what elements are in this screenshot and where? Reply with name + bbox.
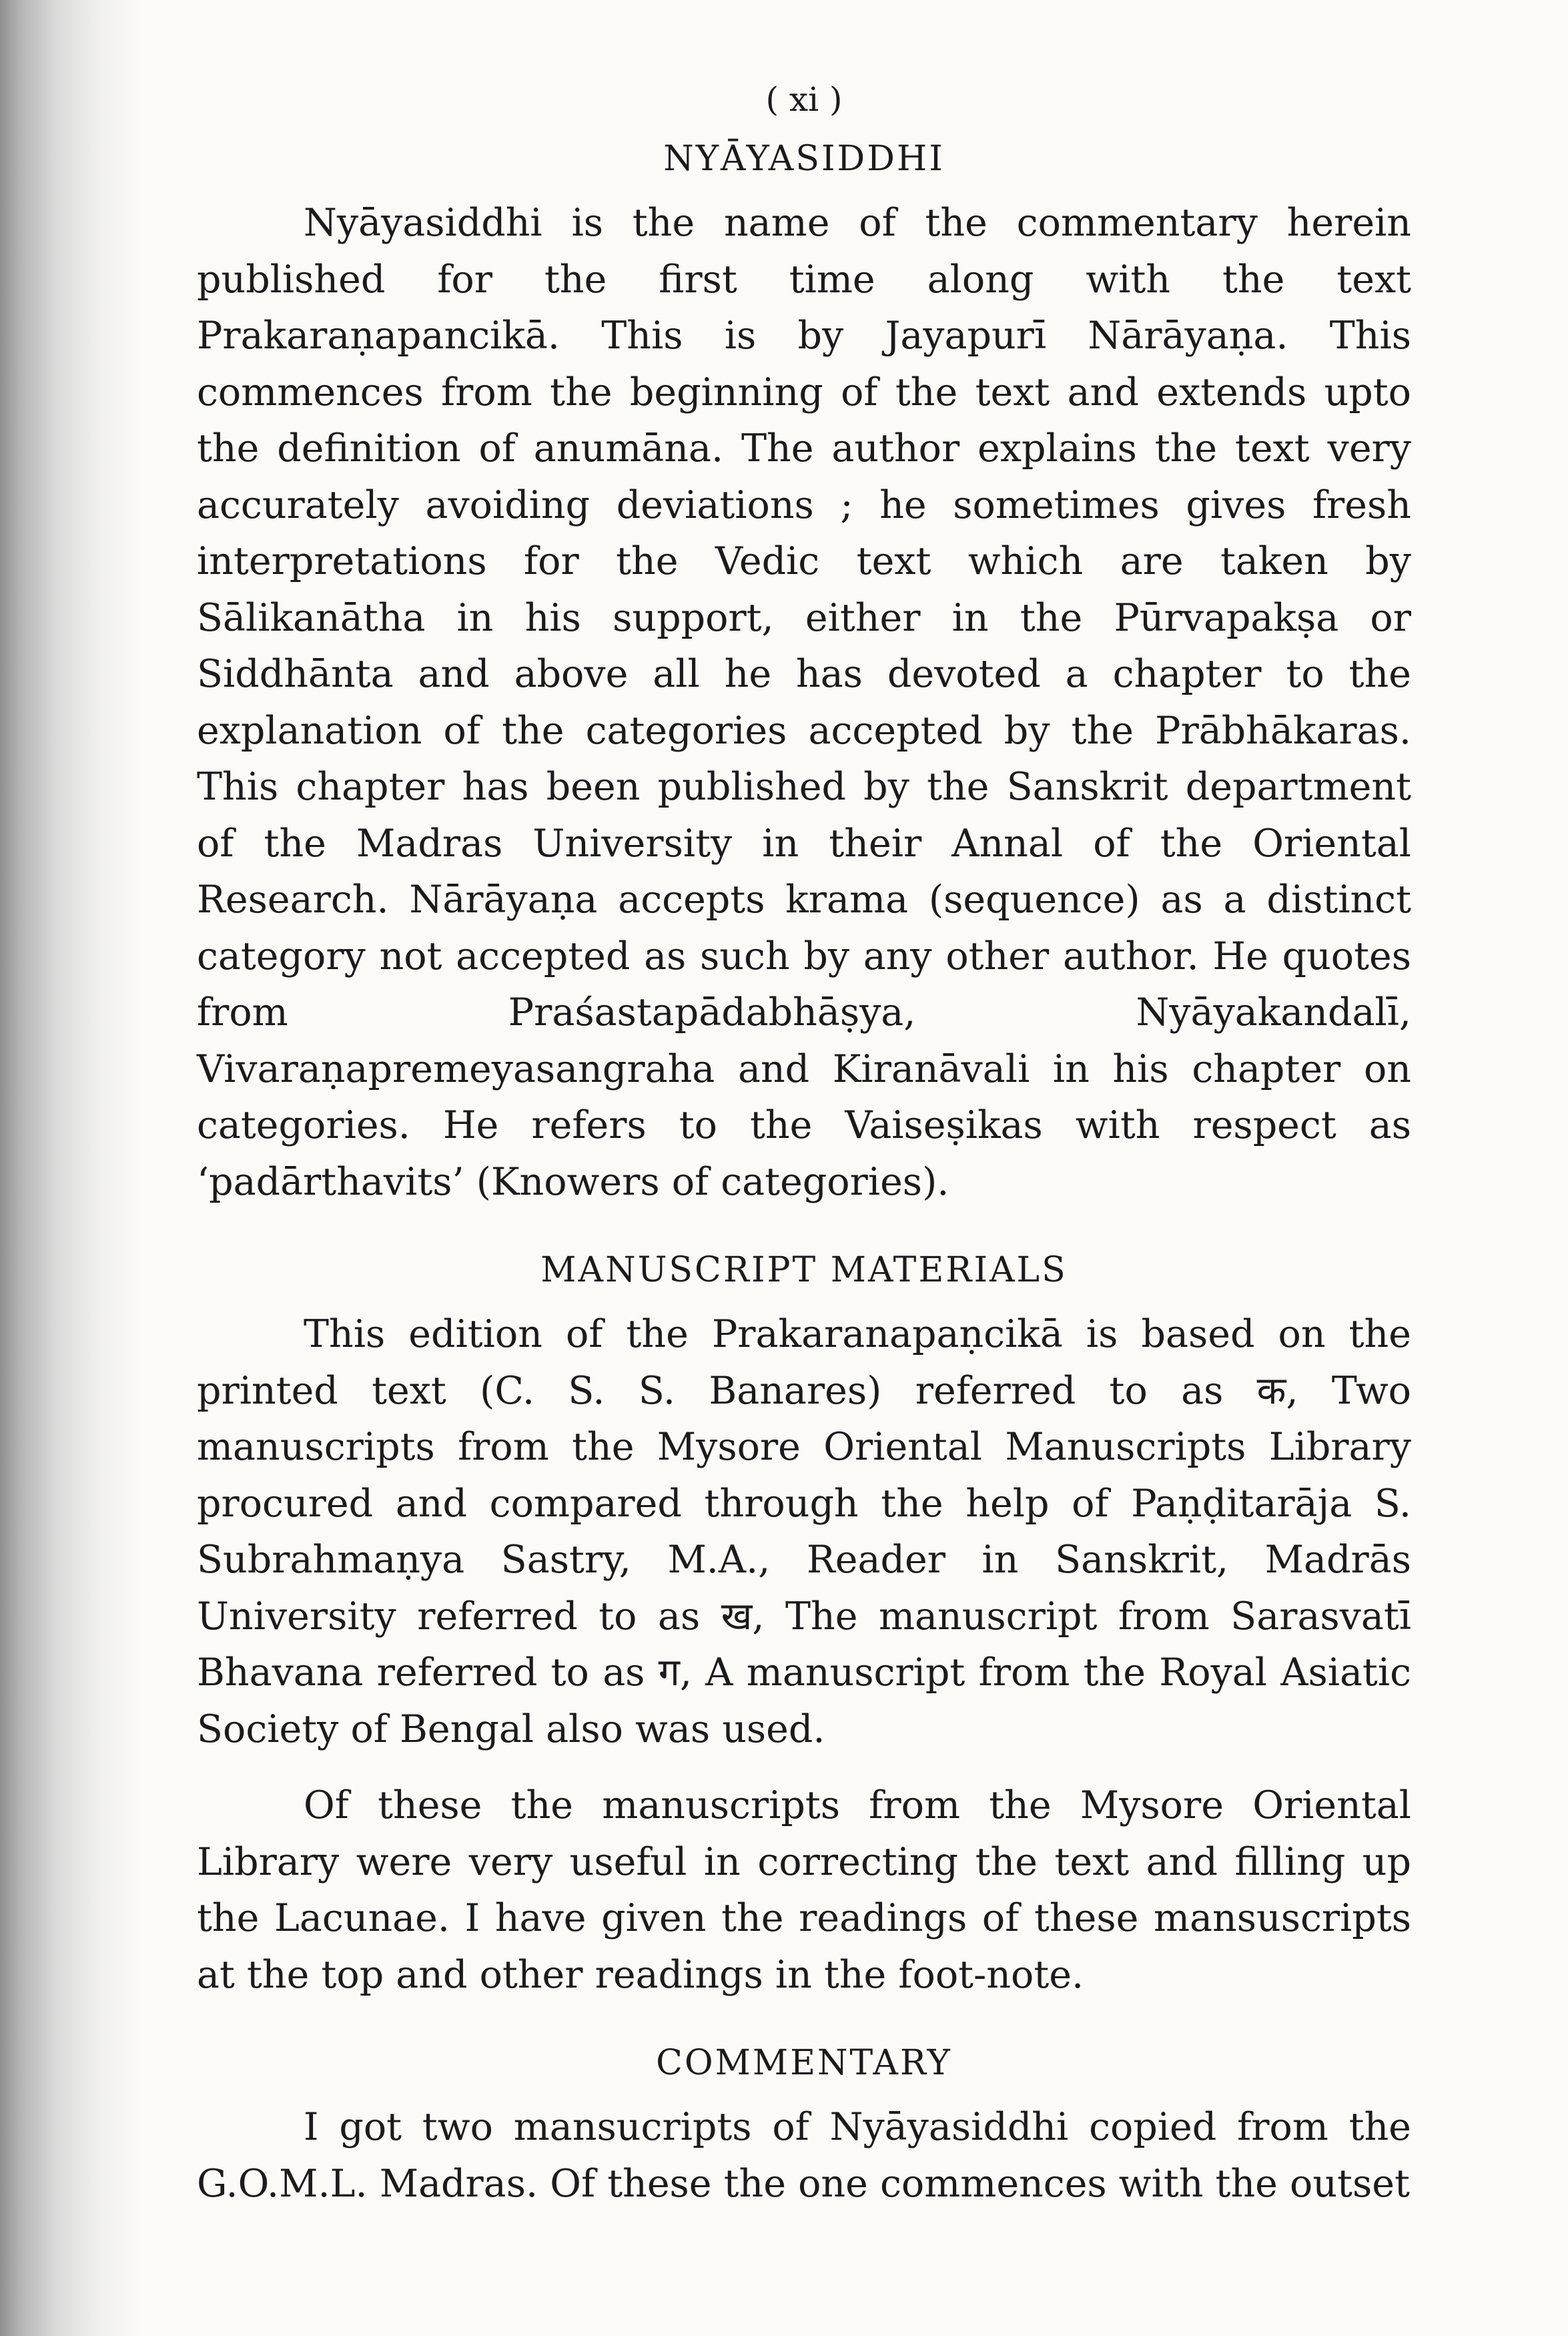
paragraph: Of these the manuscripts from the Mysore Oriental Library were very useful in correcting the text and filling up the Lacunae. I have given the readings of these mansuscripts at the top and other readings in the foot-note. xyxy=(197,1783,1411,1997)
section-heading: COMMENTARY xyxy=(656,2043,952,2083)
scan-shadow-edge xyxy=(0,0,140,2336)
paragraph: I got two mansucripts of Nyāyasiddhi copied from the G.O.M.L. Madras. Of these the one commences with the outset xyxy=(197,2105,1411,2206)
section-manuscript-materials xyxy=(197,1250,1411,2003)
book-page xyxy=(197,80,1411,2212)
section-commentary xyxy=(197,2043,1411,2212)
section-nyayasiddhi xyxy=(197,139,1411,1210)
section-heading: MANUSCRIPT MATERIALS xyxy=(540,1250,1068,1290)
section-heading: NYĀYASIDDHI xyxy=(663,139,945,179)
paragraph: This edition of the Prakaranapaṇcikā is based on the printed text (C. S. S. Banares) referred to as क, Two manuscripts from the Mysore Oriental Manuscripts Library procured and compared through the help of Paṇḍitarāja S. Subrahmaṇya Sastry, M.A., Reader in Sanskrit, Madrās University referred to as ख, The manuscript from Sarasvatī Bhavana referred to as ग, A manuscript from the Royal Asiatic Society of Bengal also was used. xyxy=(197,1312,1411,1751)
page-number: ( xi ) xyxy=(765,80,843,119)
paragraph: Nyāyasiddhi is the name of the commentary herein published for the first time along with the text Prakaraṇapancikā. This is by Jayapurī Nārāyaṇa. This commences from the beginning of the text and extends upto the definition of anumāna. The author explains the text very accurately avoiding deviations ; he sometimes gives fresh interpretations for the Vedic text which are taken by Sālikanātha in his support, either in the Pūrvapakṣa or Siddhānta and above all he has devoted a chapter to the explanation of the categories accepted by the Prābhākaras. This chapter has been published by the Sanskrit department of the Madras University in their Annal of the Oriental Research. Nārāyaṇa accepts krama (sequence) as a distinct category not accepted as such by any other author. He quotes from Praśastapādabhāṣya, Nyāyakandalī, Vivaraṇapremeyasangraha and Kiranāvali in his chapter on categories. He refers to the Vaiseṣikas with respect as ‘padārthavits’ (Knowers of categories). xyxy=(197,201,1411,1204)
